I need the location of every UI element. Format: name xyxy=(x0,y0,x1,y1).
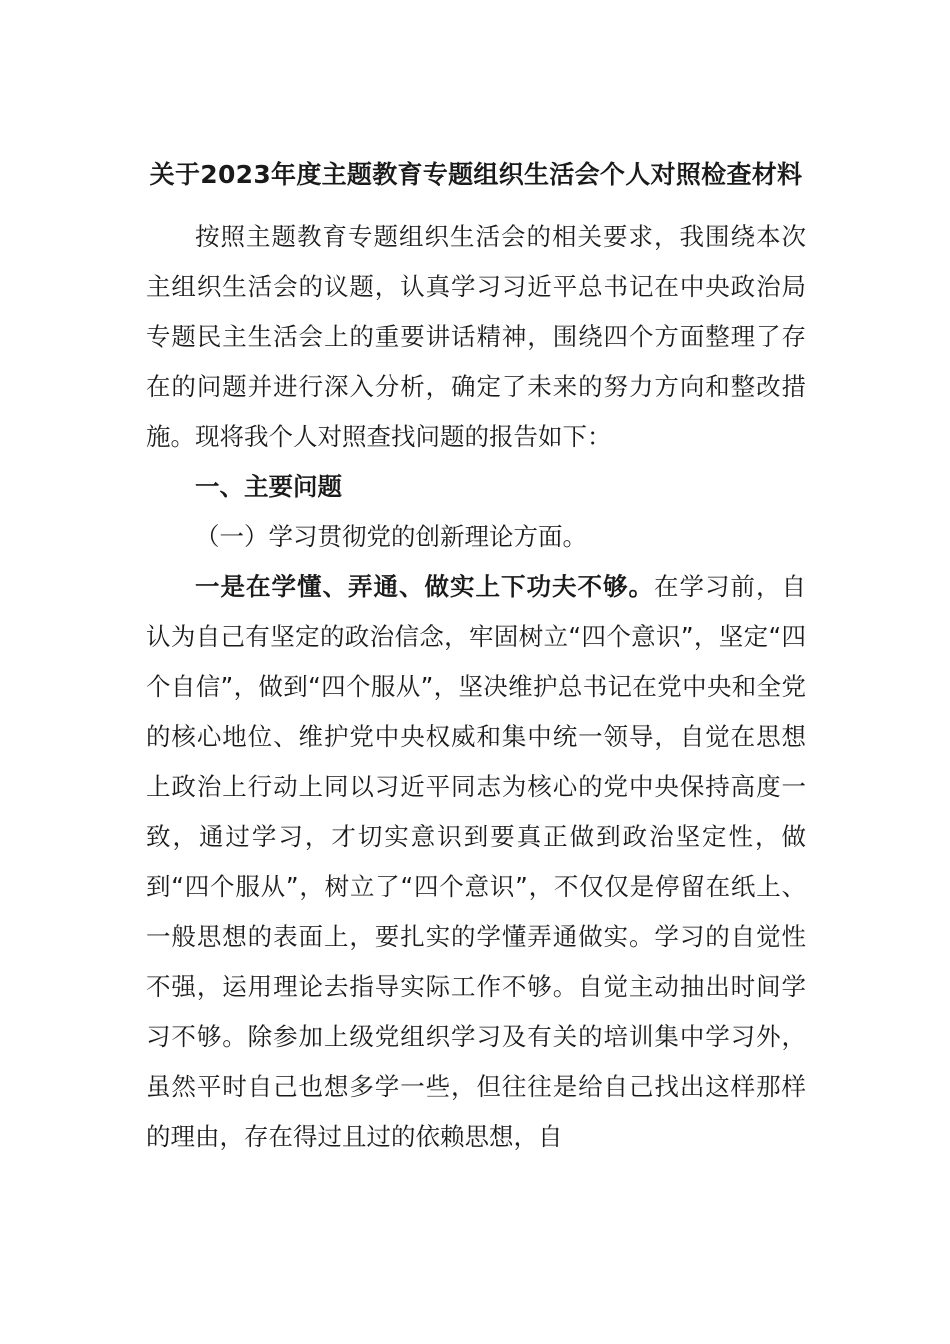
document-body xyxy=(146,150,806,1162)
intro-paragraph: 按照主题教育专题组织生活会的相关要求，我围绕本次主组织生活会的议题，认真学习习近平总书记在中央政治局专题民主生活会上的重要讲话精神，围绕四个方面整理了存在的问题并进行深入分析，确定了未来的努力方向和整改措施。现将我个人对照查找问题的报告如下： xyxy=(146,222,806,451)
point-one-lead: 一是在学懂、弄通、做实上下功夫不够。 xyxy=(195,572,654,601)
subsection-heading-theory-study: （一）学习贯彻党的创新理论方面。 xyxy=(195,522,587,551)
document-title: 关于2023年度主题教育专题组织生活会个人对照检查材料 xyxy=(149,160,803,189)
section-heading-main-problems: 一、主要问题 xyxy=(195,472,342,501)
point-one-paragraph xyxy=(146,562,806,1162)
point-one-body: 在学习前，自认为自己有坚定的政治信念，牢固树立“四个意识”，坚定“四个自信”，做到“四个服从”，坚决维护总书记在党中央和全党的核心地位、维护党中央权威和集中统一领导，自觉在思想上政治上行动上同以习近平同志为核心的党中央保持高度一致，通过学习，才切实意识到要真正做到政治坚定性，做到“四个服从”，树立了“四个意识”，不仅仅是停留在纸上、一般思想的表面上，要扎实的学懂弄通做实。学习的自觉性不强，运用理论去指导实际工作不够。自觉主动抽出时间学习不够。除参加上级党组织学习及有关的培训集中学习外，虽然平时自己也想多学一些，但往往是给自己找出这样那样的理由，存在得过且过的依赖思想，自 xyxy=(146,572,806,1151)
